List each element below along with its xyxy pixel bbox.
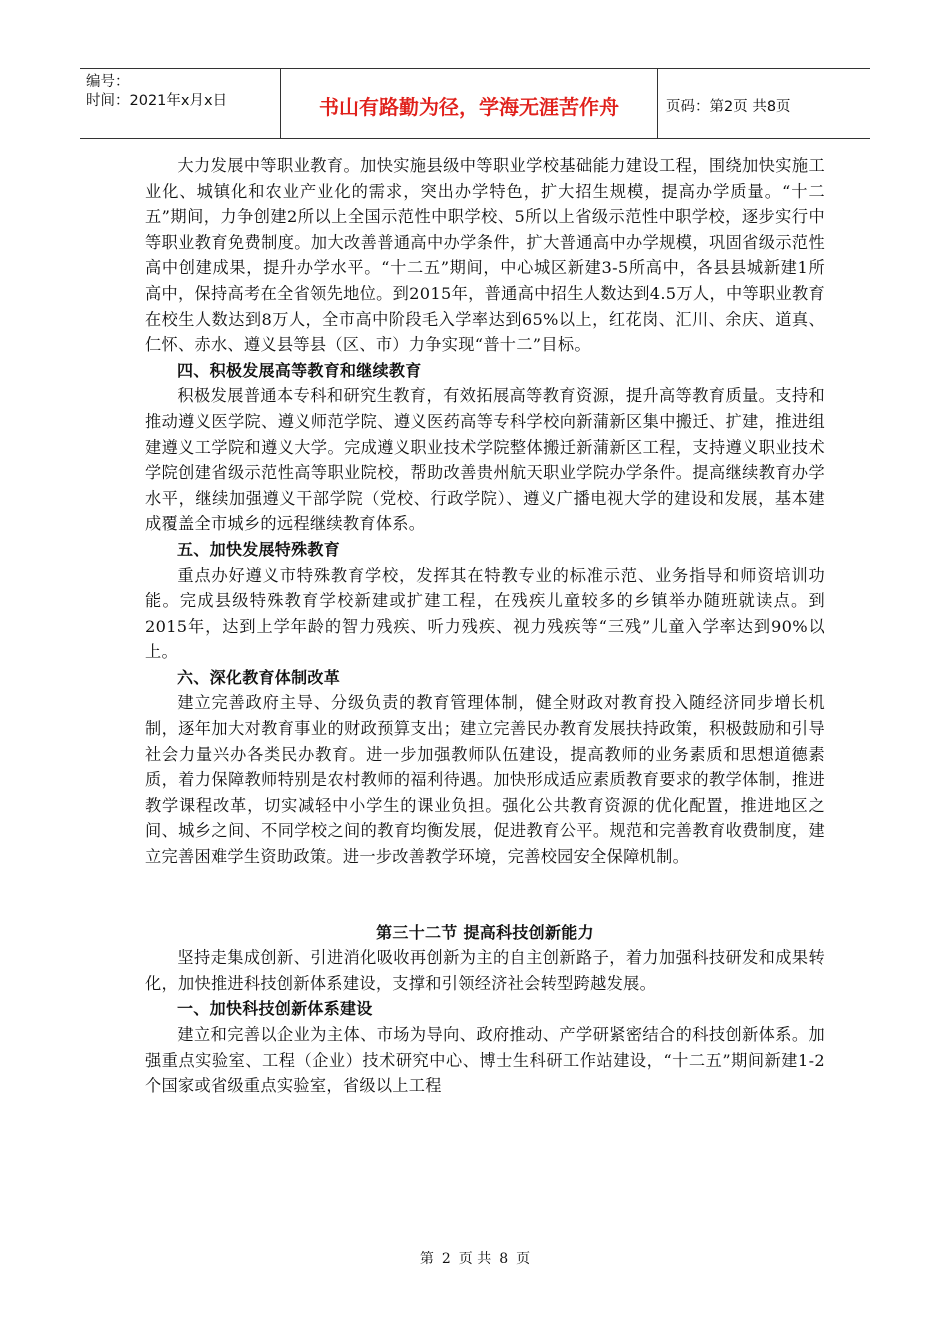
- footer-page-number: 2: [441, 1251, 451, 1267]
- header-page-number: 页码：第2页 共8页: [666, 99, 791, 115]
- footer-total-pages: 8: [499, 1251, 509, 1267]
- footer-prefix: 第: [419, 1251, 434, 1267]
- subheading: 五、加快发展特殊教育: [177, 539, 341, 559]
- paragraph: 大力发展中等职业教育。加快实施县级中等职业学校基础能力建设工程，围绕加快实施工业化、城镇化和农业产业化的需求，突出办学特色，扩大招生规模，提高办学质量。“十二五”期间，力争创建2所以上全国示范性中职学校、5所以上省级示范性中职学校，逐步实行中等职业教育免费制度。加大改善普通高中办学条件，扩大普通高中办学规模，巩固省级示范性高中创建成果，提升办学水平。“十二五”期间，中心城区新建3-5所高中，各县县城新建1所高中，保持高考在全省领先地位。到2015年，普通高中招生人数达到4.5万人，中等职业教育在校生人数达到8万人，全市高中阶段毛入学率达到65%以上，红花岗、汇川、余庆、道真、仁怀、赤水、遵义县等县（区、市）力争实现“普十二”目标。: [145, 156, 825, 355]
- page-footer: [0, 1248, 950, 1268]
- subheading: 四、积极发展高等教育和继续教育: [177, 360, 422, 380]
- paragraph: 坚持走集成创新、引进消化吸收再创新为主的自主创新路子，着力加强科技研发和成果转化，加快推进科技创新体系建设，支撑和引领经济社会转型跨越发展。: [145, 948, 825, 993]
- document-number-label: 编号：: [86, 74, 130, 90]
- paragraph: 建立完善政府主导、分级负责的教育管理体制，健全财政对教育投入随经济同步增长机制，逐年加大对教育事业的财政预算支出；建立完善民办教育发展扶持政策，积极鼓励和引导社会力量兴办各类民办教育。进一步加强教师队伍建设，提高教师的业务素质和思想道德素质，着力保障教师特别是农村教师的福利待遇。加快形成适应素质教育要求的教学体制，推进教学课程改革，切实减轻中小学生的课业负担。强化公共教育资源的优化配置，推进地区之间、城乡之间、不同学校之间的教育均衡发展，促进教育公平。规范和完善教育收费制度，建立完善困难学生资助政策。进一步改善教学环境，完善校园安全保障机制。: [145, 693, 825, 867]
- paragraph: 重点办好遵义市特殊教育学校，发挥其在特教专业的标准示范、业务指导和师资培训功能。完成县级特殊教育学校新建或扩建工程，在残疾儿童较多的乡镇举办随班就读点。到2015年，达到上学年龄的智力残疾、听力残疾、视力残疾等“三残”儿童入学率达到90%以上。: [145, 565, 825, 662]
- header-meta: [80, 69, 280, 138]
- section-title: 第三十二节 提高科技创新能力: [376, 922, 594, 942]
- footer-suffix: 页: [516, 1251, 531, 1267]
- document-body: [145, 153, 825, 1099]
- subheading: 六、深化教育体制改革: [177, 667, 341, 687]
- paragraph: 建立和完善以企业为主体、市场为导向、政府推动、产学研紧密结合的科技创新体系。加强重点实验室、工程（企业）技术研究中心、博士生科研工作站建设，“十二五”期间新建1-2个国家或省级重点实验室，省级以上工程: [145, 1025, 825, 1096]
- footer-mid: 页 共: [458, 1251, 492, 1267]
- paragraph: 积极发展普通本专科和研究生教育，有效拓展高等教育资源，提升高等教育质量。支持和推动遵义医学院、遵义师范学院、遵义医药高等专科学校向新蒲新区集中搬迁、扩建，推进组建遵义工学院和遵义大学。完成遵义职业技术学院整体搬迁新蒲新区工程，支持遵义职业技术学院创建省级示范性高等职业院校，帮助改善贵州航天职业学院办学条件。提高继续教育办学水平，继续加强遵义干部学院（党校、行政学院）、遵义广播电视大学的建设和发展，基本建成覆盖全市城乡的远程继续教育体系。: [145, 386, 825, 534]
- page-header: [80, 68, 870, 139]
- subheading: 一、加快科技创新体系建设: [177, 999, 373, 1019]
- header-motto: 书山有路勤为径，学海无涯苦作舟: [280, 69, 658, 138]
- document-date-label: 时间：2021年x月x日: [86, 93, 228, 109]
